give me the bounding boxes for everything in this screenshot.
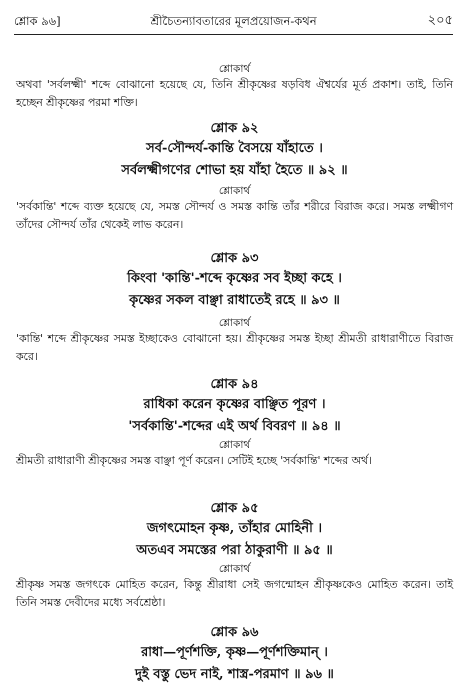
purport-label: শ্লোকার্থ xyxy=(218,185,251,197)
verse-line: জগৎমোহন কৃষ্ণ, তাঁহার মোহিনী । xyxy=(146,521,323,536)
verse-line: 'সর্বকান্তি'-শব্দের এই অর্থ বিবরণ ॥ ৯৪ ॥ xyxy=(128,419,341,434)
purport-label: শ্লোকার্থ xyxy=(218,439,251,451)
running-header xyxy=(14,10,453,32)
purport-label: শ্লোকার্থ xyxy=(218,63,251,75)
purport-block-93 xyxy=(16,316,453,366)
purport-text: 'সর্বকান্তি' শব্দে ব্যক্ত হয়েছে যে, সমস্ত সৌন্দর্য ও সমস্ত কান্তি তাঁর শরীরে বিরাজ করে। সমস্ত লক্ষ্মীগণ তাঁদের সৌন্দর্য তাঁর থেকেই লাভ করেন। xyxy=(16,200,453,231)
verse-line: রাধা—পূর্ণশক্তি, কৃষ্ণ—পূর্ণশক্তিমান্ । xyxy=(141,645,328,660)
verse-title: শ্লোক ৯৬ xyxy=(210,625,259,640)
verse-line: কিংবা 'কান্তি'-শব্দে কৃষ্ণের সব ইচ্ছা কহে । xyxy=(127,271,342,286)
purport-text: 'কান্তি' শব্দে শ্রীকৃষ্ণের সমস্ত ইচ্ছাকেও বোঝানো হয়। শ্রীকৃষ্ণের সমস্ত ইচ্ছা শ্রীমতী রাধারাণীতে বিরাজ করে। xyxy=(16,332,453,363)
verse-title: শ্লোক ৯৫ xyxy=(210,501,259,516)
verse-line: সর্বলক্ষ্মীগণের শোভা হয় যাঁহা হৈতে ॥ ৯২ ॥ xyxy=(121,163,348,178)
verse-line: দুই বস্তু ভেদ নাই, শাস্ত্র-পরমাণ ॥ ৯৬ ॥ xyxy=(135,667,334,682)
verse-block-94 xyxy=(16,376,453,438)
purport-label: শ্লোকার্থ xyxy=(218,317,251,329)
verse-line: অতএব সমস্তের পরা ঠাকুরাণী ॥ ৯৫ ॥ xyxy=(136,543,333,558)
purport-block-95 xyxy=(16,562,453,612)
verse-block-95 xyxy=(16,500,453,562)
verse-block-93 xyxy=(16,250,453,312)
verse-line: কৃষ্ণের সকল বাঞ্ছা রাধাতেই রহে ॥ ৯৩ ॥ xyxy=(129,293,340,308)
purport-block-91 xyxy=(16,62,453,112)
verse-block-92 xyxy=(16,120,453,182)
header-chapter-title: শ্রীচৈতন্যাবতারের মূলপ্রয়োজন-কথন xyxy=(150,14,317,28)
verse-title: শ্লোক ৯৩ xyxy=(210,251,259,266)
verse-title: শ্লোক ৯৪ xyxy=(210,377,259,392)
purport-text: শ্রীমতী রাধারাণী শ্রীকৃষ্ণের সমস্ত বাঞ্ছা পূর্ণ করেন। সেটিই হচ্ছে 'সর্বকান্তি' শব্দের অর্থ। xyxy=(16,454,372,467)
purport-text: অথবা 'সর্বলক্ষ্মী' শব্দে বোঝানো হয়েছে যে, তিনি শ্রীকৃষ্ণের ষড়বিধ ঐশ্বর্যের মূর্ত প্রকাশ। তাই, তিনি হচ্ছেন শ্রীকৃষ্ণের পরমা শক্তি। xyxy=(16,78,453,109)
purport-text: শ্রীকৃষ্ণ সমস্ত জগৎকে মোহিত করেন, কিন্তু শ্রীরাধা সেই জগন্মোহন শ্রীকৃষ্ণকেও মোহিত করেন। তাই তিনি সমস্ত দেবীদের মধ্যে সর্বশ্রেষ্ঠা। xyxy=(16,578,453,609)
header-rule xyxy=(14,34,453,35)
purport-block-92 xyxy=(16,184,453,234)
purport-block-94 xyxy=(16,438,453,470)
verse-title: শ্লোক ৯২ xyxy=(210,121,259,136)
verse-line: রাধিকা করেন কৃষ্ণের বাঞ্ছিত পূরণ । xyxy=(143,397,326,412)
header-verse-reference: শ্লোক ৯৬] xyxy=(14,14,61,28)
verse-line: সর্ব-সৌন্দর্য-কান্তি বৈসয়ে যাঁহাতে । xyxy=(146,141,323,156)
verse-block-96 xyxy=(16,624,453,686)
purport-label: শ্লোকার্থ xyxy=(218,563,251,575)
page-number: ২০৫ xyxy=(427,13,453,28)
